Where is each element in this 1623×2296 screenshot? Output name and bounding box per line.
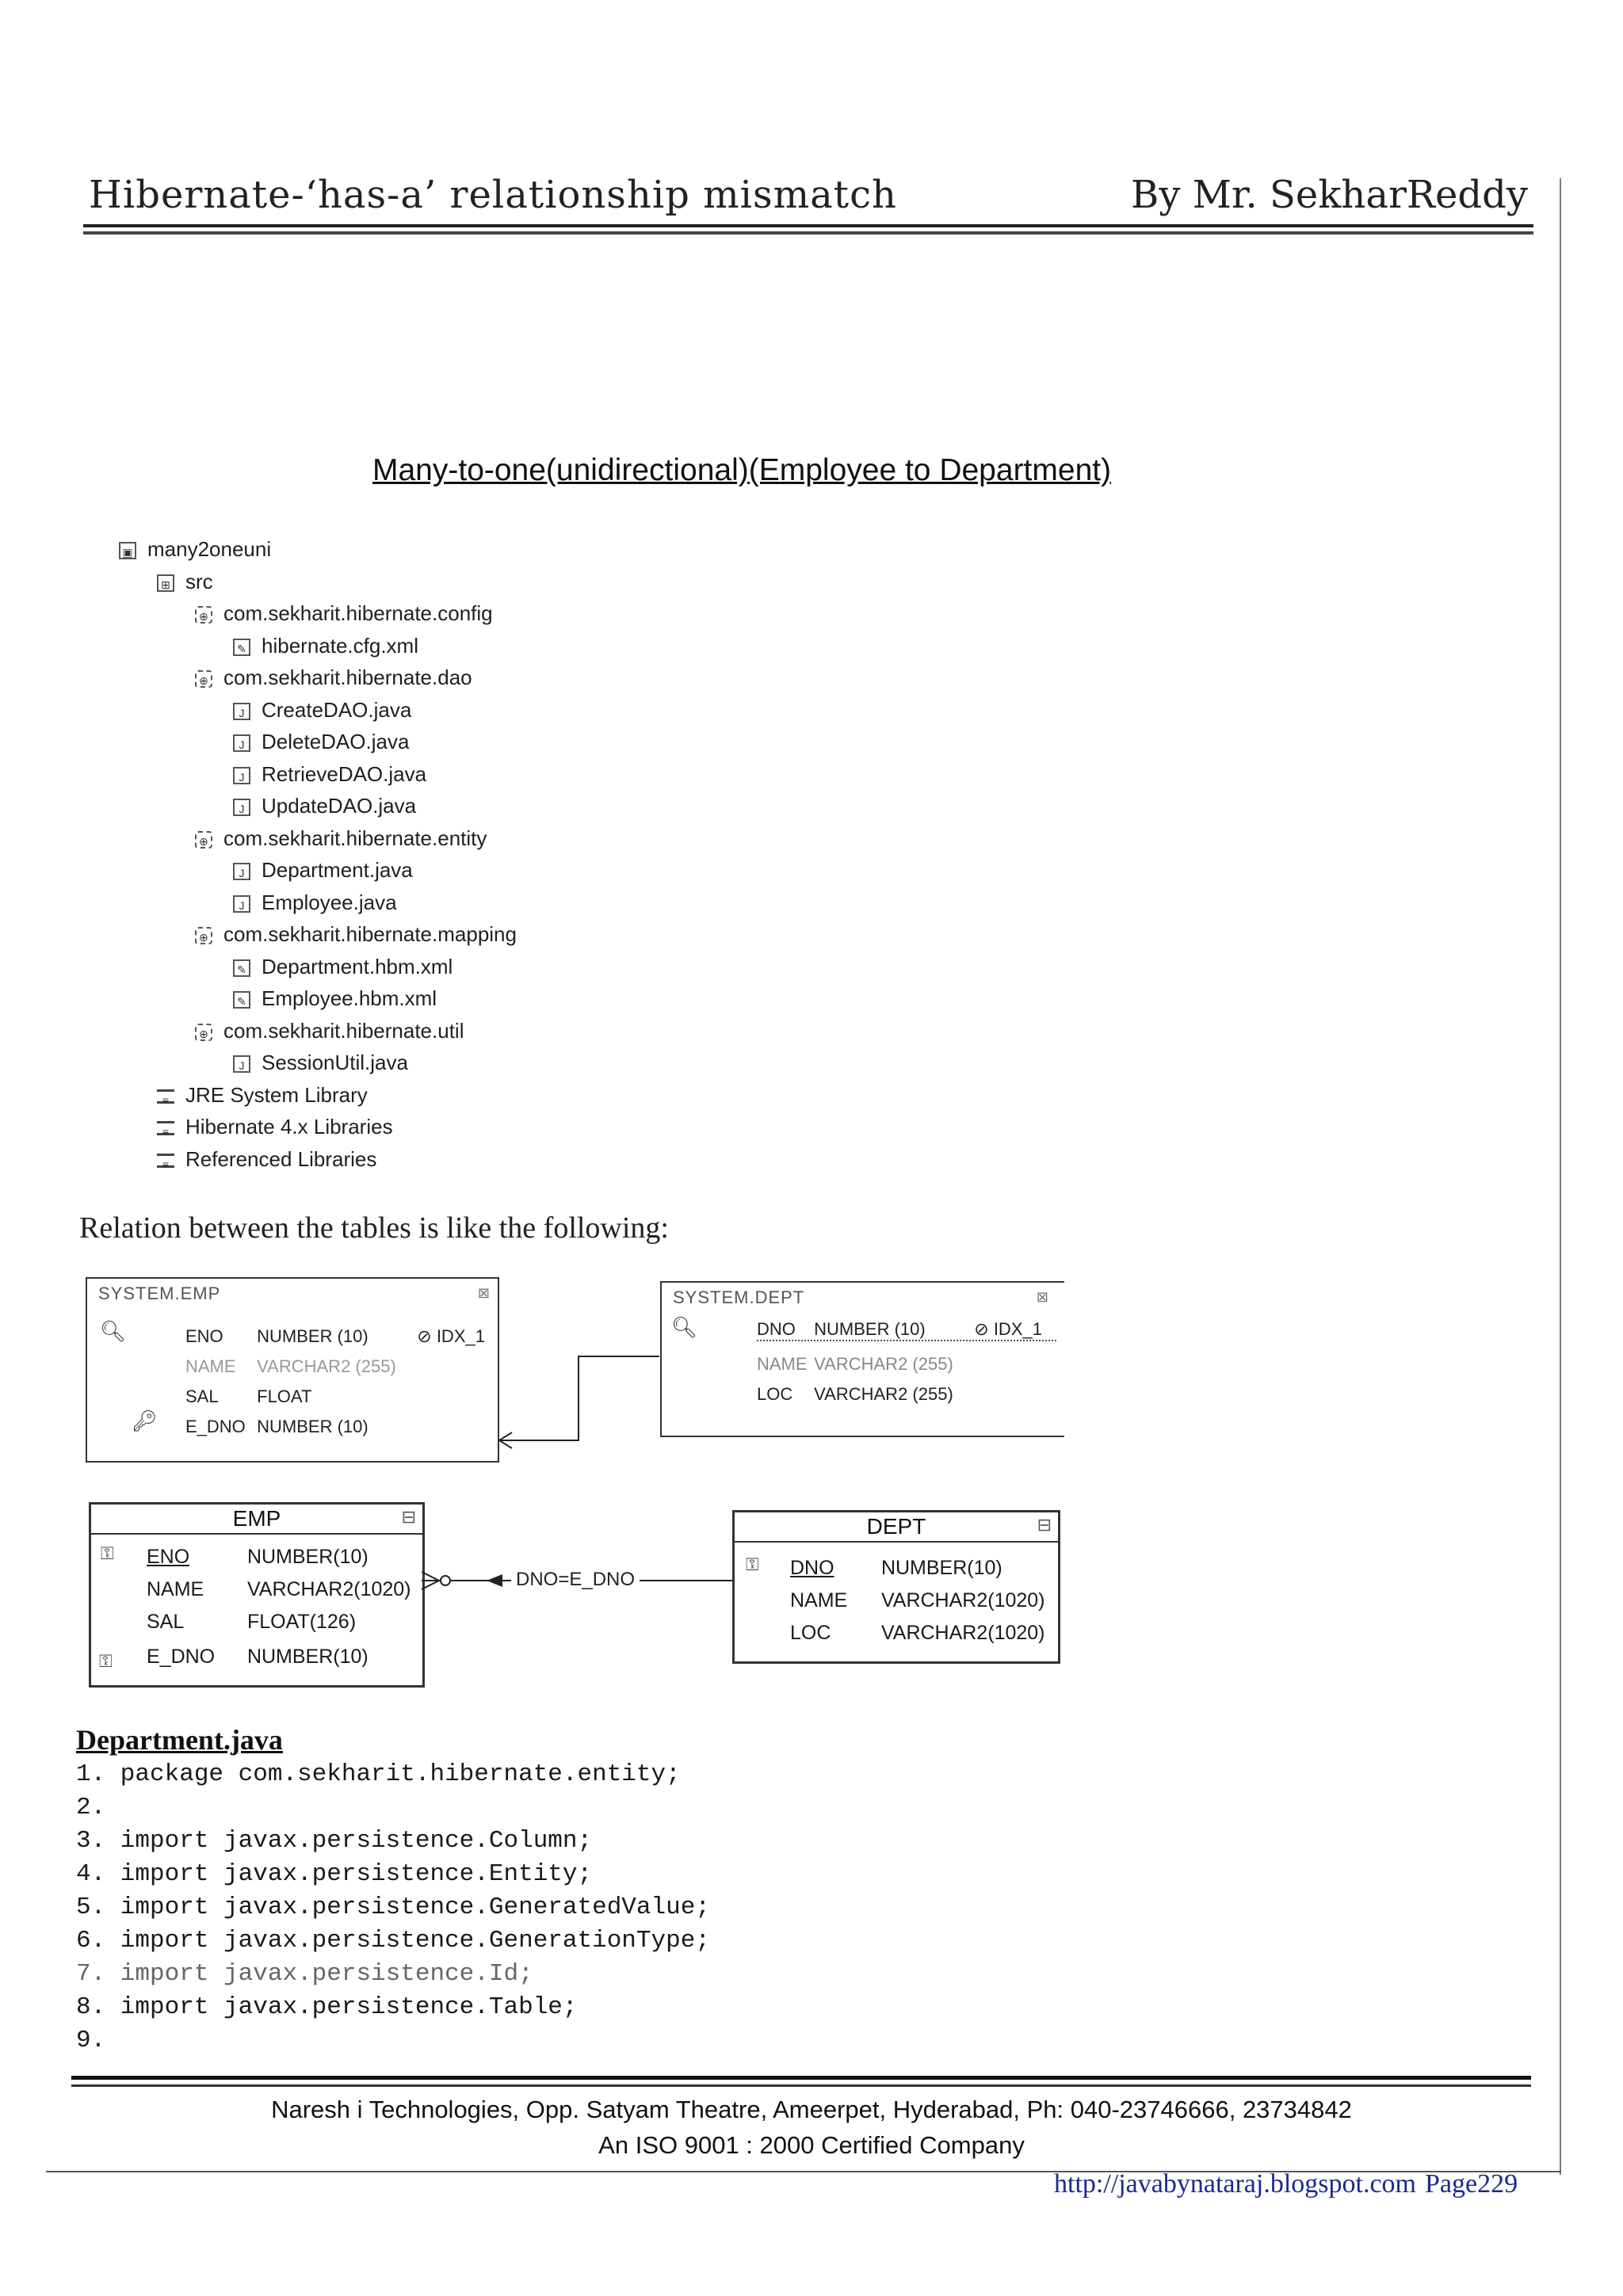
page-frame-line	[1560, 178, 1561, 2175]
column-type: NUMBER(10)	[246, 1646, 369, 1668]
column-name: LOC	[790, 1622, 831, 1644]
column-sal	[147, 1611, 356, 1634]
header-divider	[83, 224, 1533, 227]
table-name: SYSTEM.EMP	[98, 1283, 221, 1303]
footer-divider-secondary	[71, 2084, 1531, 2087]
xml-file-icon: ✎	[233, 991, 250, 1009]
tree-item[interactable]	[195, 921, 517, 948]
tree-item-label: RetrieveDAO.java	[262, 761, 427, 786]
tree-item-label: JRE System Library	[185, 1082, 368, 1107]
column-loc	[790, 1622, 1045, 1645]
column-name: LOC	[757, 1384, 793, 1404]
column-name: E_DNO	[147, 1646, 216, 1668]
header-divider-secondary	[83, 231, 1533, 235]
tree-item[interactable]	[195, 600, 493, 627]
code-line: 5. import javax.persistence.GeneratedValue;	[76, 1894, 710, 1921]
relation-label: DNO=E_DNO	[511, 1569, 640, 1591]
blog-link[interactable]: http://javabynataraj.blogspot.com	[1054, 2169, 1417, 2199]
package-icon: ⊕	[195, 831, 212, 849]
footer-certification: An ISO 9001 : 2000 Certified Company	[598, 2131, 1025, 2159]
tree-item-label: Employee.java	[262, 890, 397, 914]
footer-divider	[71, 2076, 1531, 2080]
table-system-emp	[86, 1277, 499, 1463]
code-line: 9.	[76, 2027, 106, 2054]
xml-file-icon: ✎	[233, 959, 250, 977]
code-line: 6. import javax.persistence.GenerationType;	[76, 1927, 710, 1955]
xml-file-icon: ✎	[233, 639, 250, 656]
tree-item-label: many2oneuni	[147, 537, 272, 561]
tree-item-label: com.sekharit.hibernate.entity	[223, 826, 487, 850]
header-title: Hibernate-‘has-a’ relationship mismatch	[89, 173, 897, 217]
table-name: DEPT	[735, 1512, 1058, 1543]
column-name: NAME	[185, 1356, 236, 1376]
column-type: VARCHAR2(1020)	[246, 1578, 411, 1600]
column-name: SAL	[185, 1386, 219, 1406]
tree-item-label: Department.hbm.xml	[262, 954, 453, 978]
column-type: VARCHAR2 (255)	[814, 1354, 953, 1374]
java-file-icon: J	[233, 703, 250, 720]
table-name: SYSTEM.DEPT	[673, 1287, 805, 1307]
column-name: ENO	[185, 1326, 223, 1346]
column-dno	[790, 1557, 1002, 1580]
primary-key-icon: 🔍︎	[671, 1316, 698, 1340]
table-name: EMP	[91, 1505, 422, 1535]
section-title: Many-to-one(unidirectional)(Employee to Department)	[372, 453, 1112, 487]
column-name-row	[147, 1578, 411, 1601]
tree-item[interactable]	[195, 1017, 464, 1044]
diagram1-relation-line	[475, 1331, 682, 1458]
column-e-dno	[185, 1417, 369, 1437]
tree-item[interactable]	[157, 1081, 368, 1108]
code-line: 2.	[76, 1794, 106, 1821]
index-icon: ⊘	[417, 1326, 432, 1346]
tree-item[interactable]	[233, 728, 409, 755]
tree-item[interactable]	[233, 856, 413, 883]
column-type: NUMBER (10)	[814, 1319, 926, 1339]
column-name: SAL	[147, 1611, 185, 1633]
tree-item[interactable]	[157, 568, 213, 595]
index-name: IDX_1	[436, 1326, 485, 1346]
tree-item[interactable]	[119, 536, 271, 563]
index-name: IDX_1	[993, 1319, 1042, 1339]
page-number: Page229	[1425, 2169, 1518, 2199]
foreign-key-icon: 🔑︎	[132, 1409, 158, 1433]
tree-item[interactable]	[233, 1049, 408, 1076]
column-type: VARCHAR2(1020)	[880, 1589, 1045, 1611]
column-e-dno	[147, 1646, 369, 1669]
column-name: DNO	[790, 1557, 834, 1579]
column-type: VARCHAR2 (255)	[257, 1356, 396, 1376]
tree-item-label: Employee.hbm.xml	[262, 986, 437, 1010]
tree-item-label: UpdateDAO.java	[262, 794, 417, 818]
tree-item-label: DeleteDAO.java	[262, 730, 410, 753]
tree-item[interactable]	[233, 889, 397, 916]
primary-key-icon: ⚿	[101, 1544, 114, 1564]
index-icon: ⊘	[974, 1319, 989, 1339]
tree-item[interactable]	[233, 792, 416, 819]
column-name: DNO	[757, 1319, 796, 1339]
package-icon: ⊕	[195, 927, 212, 944]
table-system-dept	[660, 1281, 1064, 1437]
code-line: 7. import javax.persistence.Id;	[76, 1960, 533, 1988]
table-options-icon: ⊠	[1036, 1289, 1048, 1306]
column-name: ENO	[147, 1546, 190, 1568]
code-line: 4. import javax.persistence.Entity;	[76, 1860, 593, 1888]
column-type: NUMBER (10)	[257, 1326, 369, 1346]
column-eno	[147, 1546, 369, 1569]
tree-item[interactable]	[157, 1146, 376, 1173]
column-name: E_DNO	[185, 1417, 246, 1436]
column-type: NUMBER (10)	[257, 1417, 369, 1436]
tree-item[interactable]	[233, 696, 411, 723]
package-icon: ⊕	[195, 1024, 212, 1041]
column-type: FLOAT(126)	[246, 1611, 357, 1633]
tree-item[interactable]	[233, 761, 426, 788]
column-dno	[757, 1319, 1056, 1341]
library-icon: ≡	[157, 1089, 174, 1104]
table-options-icon: ⊟	[401, 1508, 416, 1527]
tree-item[interactable]	[233, 985, 437, 1012]
tree-item-label: CreateDAO.java	[262, 697, 412, 722]
column-name: NAME	[790, 1589, 848, 1611]
column-name: NAME	[757, 1354, 808, 1374]
code-line: 1. package com.sekharit.hibernate.entity;	[76, 1760, 681, 1788]
tree-item[interactable]	[233, 632, 418, 659]
tree-item-label: com.sekharit.hibernate.mapping	[223, 922, 517, 946]
tree-item-label: src	[185, 569, 213, 593]
table-options-icon: ⊟	[1037, 1516, 1052, 1535]
tree-item-label: com.sekharit.hibernate.config	[223, 601, 493, 625]
primary-key-icon: 🔍︎	[100, 1320, 127, 1344]
tree-item[interactable]	[195, 825, 487, 852]
column-name-row	[185, 1356, 396, 1377]
foreign-key-icon: ⚿	[99, 1652, 113, 1672]
table-emp	[89, 1502, 425, 1688]
library-icon: ≡	[157, 1121, 174, 1135]
java-file-icon: J	[233, 895, 250, 913]
java-file-icon: J	[233, 734, 250, 752]
java-file-icon: J	[233, 1055, 250, 1073]
tree-item-label: Hibernate 4.x Libraries	[185, 1115, 393, 1138]
package-icon: ⊕	[195, 606, 212, 624]
library-icon: ≡	[157, 1154, 174, 1168]
tree-item-label: com.sekharit.hibernate.util	[223, 1018, 464, 1043]
column-sal	[185, 1386, 311, 1407]
table-dept	[732, 1510, 1060, 1664]
column-type: VARCHAR2 (255)	[814, 1384, 953, 1404]
column-type: VARCHAR2(1020)	[880, 1622, 1045, 1644]
column-type: FLOAT	[257, 1386, 312, 1406]
code-line: 8. import javax.persistence.Table;	[76, 1993, 578, 2021]
java-file-icon: J	[233, 799, 250, 816]
column-eno	[185, 1326, 485, 1347]
tree-item[interactable]	[233, 953, 453, 980]
code-title: Department.java	[76, 1724, 283, 1756]
code-line: 3. import javax.persistence.Column;	[76, 1827, 593, 1855]
project-icon: ▣	[119, 542, 136, 559]
tree-item[interactable]	[157, 1113, 393, 1140]
column-name: NAME	[147, 1578, 204, 1600]
tree-item[interactable]	[195, 664, 472, 691]
tree-item-label: hibernate.cfg.xml	[262, 633, 418, 658]
relation-caption: Relation between the tables is like the following:	[79, 1211, 669, 1245]
package-icon: ⊕	[195, 670, 212, 688]
tree-item-label: SessionUtil.java	[262, 1051, 408, 1074]
column-loc	[757, 1384, 953, 1405]
primary-key-icon: ⚿	[746, 1555, 759, 1575]
column-type: NUMBER(10)	[880, 1557, 1002, 1579]
java-file-icon: J	[233, 863, 250, 880]
column-type: NUMBER(10)	[246, 1546, 369, 1568]
table-options-icon: ⊠	[477, 1285, 490, 1302]
tree-item-label: Referenced Libraries	[185, 1146, 377, 1171]
tree-item-label: com.sekharit.hibernate.dao	[223, 666, 472, 689]
tree-item-label: Department.java	[262, 858, 413, 882]
header-author: By Mr. SekharReddy	[1131, 173, 1528, 217]
folder-icon: ⊞	[157, 574, 174, 592]
column-name-row	[757, 1354, 953, 1375]
column-name-row	[790, 1589, 1045, 1612]
java-file-icon: J	[233, 767, 250, 784]
footer-address: Naresh i Technologies, Opp. Satyam Theatre, Ameerpet, Hyderabad, Ph: 040-23746666, 23734842	[271, 2096, 1352, 2123]
